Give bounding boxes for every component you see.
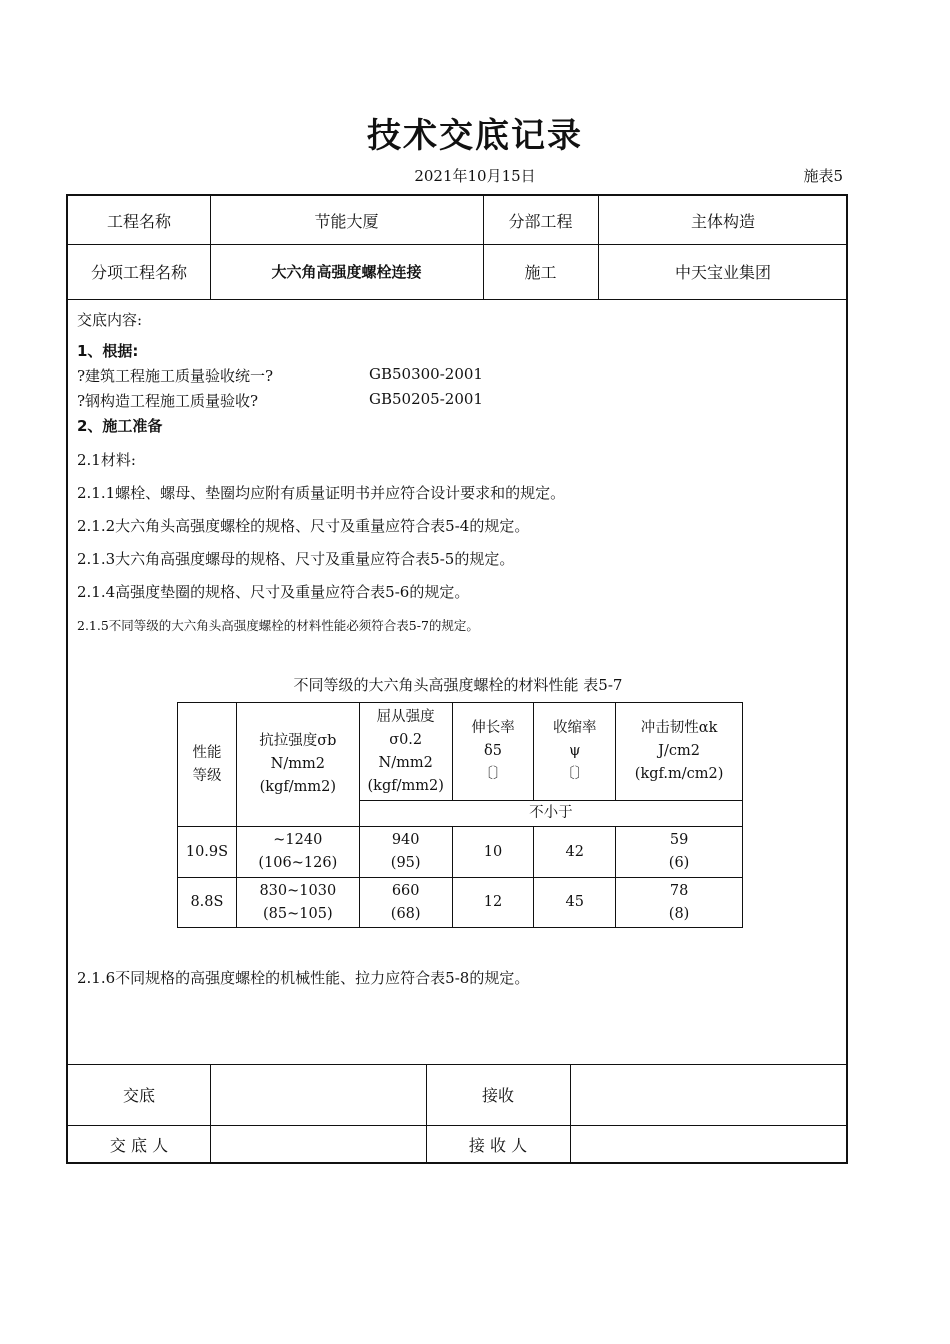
reference-1-name: ?建筑工程施工质量验收统一? xyxy=(77,367,274,385)
para-2-1-3: 2.1.3大六角高强度螺母的规格、尺寸及重量应符合表5-5的规定。 xyxy=(77,550,515,568)
para-2-1-2: 2.1.2大六角头高强度螺栓的规格、尺寸及重量应符合表5-4的规定。 xyxy=(77,517,530,535)
receive-label: 接收 xyxy=(481,1086,514,1105)
division-value: 主体构造 xyxy=(690,211,755,231)
para-2-1-4: 2.1.4高强度垫圈的规格、尺寸及重量应符合表5-6的规定。 xyxy=(77,583,470,601)
cell-grade: 10.9S xyxy=(178,827,237,878)
section-2-title: 2、施工准备 xyxy=(77,417,163,435)
record-form xyxy=(66,194,848,1164)
receive-person-field[interactable] xyxy=(570,1125,848,1164)
cell-tensile: ~1240 (106~126) xyxy=(236,827,359,878)
cell-elongation: 10 xyxy=(452,827,534,878)
construction-label: 施工 xyxy=(524,263,557,282)
cell-grade: 8.8S xyxy=(178,878,237,928)
table-header-row xyxy=(178,703,743,801)
cell-yield: 660 (68) xyxy=(359,878,452,928)
para-2-1-6: 2.1.6不同规格的高强度螺栓的机械性能、拉力应符合表5-8的规定。 xyxy=(77,969,530,987)
subitem-label: 分项工程名称 xyxy=(90,263,187,282)
page-title: 技术交底记录 xyxy=(367,116,583,156)
handover-person-label: 交 底 人 xyxy=(109,1136,169,1155)
handover-field[interactable] xyxy=(210,1064,426,1125)
subitem-value: 大六角高强度螺栓连接 xyxy=(271,263,422,281)
cell-impact: 59 (6) xyxy=(616,827,743,878)
content-intro: 交底内容: xyxy=(77,311,143,329)
not-less-than-label: 不小于 xyxy=(359,801,742,827)
reference-2-code: GB50205-2001 xyxy=(369,390,483,408)
form-number: 施表5 xyxy=(803,167,843,185)
table-row xyxy=(178,827,743,878)
cell-yield: 940 (95) xyxy=(359,827,452,878)
header-tensile: 抗拉强度σb N/mm2 (kgf/mm2) xyxy=(236,703,359,827)
header-impact: 冲击韧性αk J/cm2 (kgf.m/cm2) xyxy=(616,703,743,801)
table-row xyxy=(178,878,743,928)
header-shrinkage: 收缩率 ψ 〔〕 xyxy=(534,703,616,801)
project-name-value: 节能大厦 xyxy=(314,211,379,231)
para-2-1: 2.1材料: xyxy=(77,451,136,469)
receive-field[interactable] xyxy=(570,1064,848,1125)
cell-shrinkage: 45 xyxy=(534,878,616,928)
cell-shrinkage: 42 xyxy=(534,827,616,878)
divider xyxy=(68,299,846,300)
header-yield: 屈从强度 σ0.2 N/mm2 (kgf/mm2) xyxy=(359,703,452,801)
table-caption: 不同等级的大六角头高强度螺栓的材料性能 表5-7 xyxy=(293,676,623,694)
cell-impact: 78 (8) xyxy=(616,878,743,928)
cell-tensile: 830~1030 (85~105) xyxy=(236,878,359,928)
header-grade: 性能 等级 xyxy=(178,703,237,827)
handover-label: 交底 xyxy=(122,1086,155,1105)
project-name-label: 工程名称 xyxy=(106,211,171,231)
para-2-1-5: 2.1.5不同等级的大六角头高强度螺栓的材料性能必须符合表5-7的规定。 xyxy=(77,618,479,633)
reference-2-name: ?钢构造工程施工质量验收? xyxy=(77,392,259,410)
division-label: 分部工程 xyxy=(508,211,573,231)
material-properties-table xyxy=(177,702,743,928)
construction-value: 中天宝业集团 xyxy=(674,263,771,282)
section-1-title: 1、根据: xyxy=(77,342,139,360)
receive-person-label: 接 收 人 xyxy=(468,1136,528,1155)
reference-1-code: GB50300-2001 xyxy=(369,365,483,383)
record-date: 2021年10月15日 xyxy=(414,167,536,185)
header-elongation: 伸长率 δ5 〔〕 xyxy=(452,703,534,801)
cell-elongation: 12 xyxy=(452,878,534,928)
para-2-1-1: 2.1.1螺栓、螺母、垫圈均应附有质量证明书并应符合设计要求和的规定。 xyxy=(77,484,566,502)
handover-person-field[interactable] xyxy=(210,1125,426,1164)
